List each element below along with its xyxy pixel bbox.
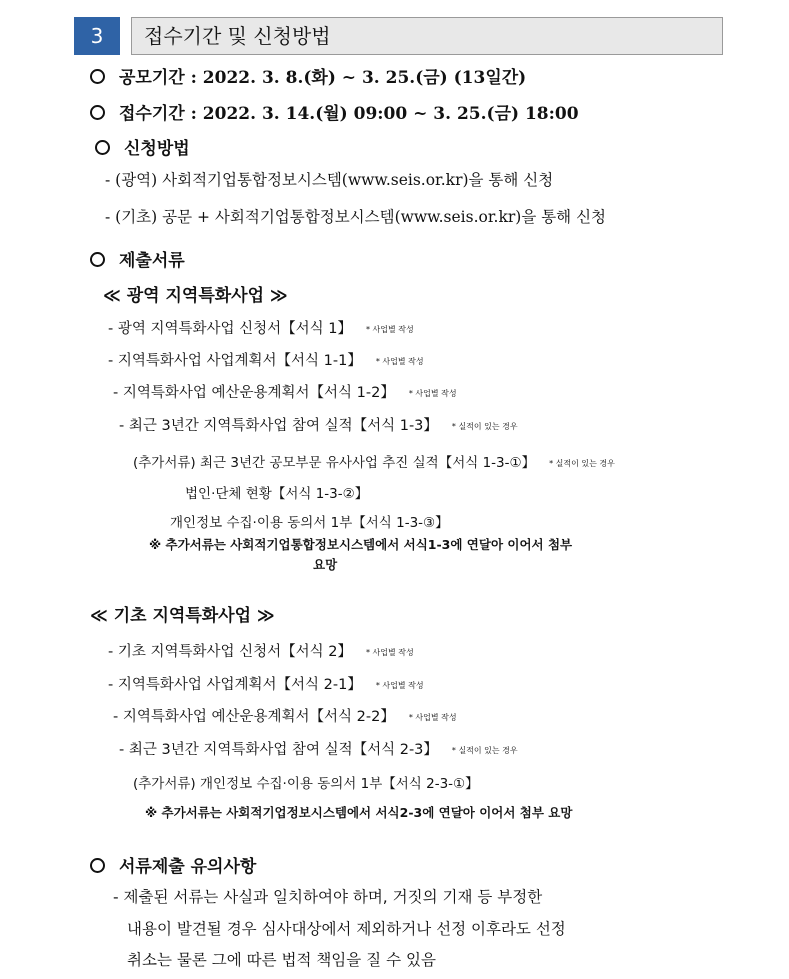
basic-doc-note: * 실적이 있는 경우 <box>451 745 518 755</box>
regional-heading: ≪ 광역 지역특화사업 ≫ <box>103 286 288 306</box>
basic-doc-note: * 사업별 작성 <box>365 647 414 657</box>
basic-doc-item <box>108 640 414 661</box>
basic-remark: ※ 추가서류는 사회적기업정보시스템에서 서식2-3에 연달아 이어서 첨부 요망 <box>145 805 573 820</box>
regional-remark-line1: ※ 추가서류는 사회적기업통합정보시스템에서 서식1-3에 연달아 이어서 첨부 <box>149 537 573 552</box>
caution-line-3: 취소는 물론 그에 따른 법적 책임을 질 수 있음 <box>127 951 436 969</box>
regional-doc-item <box>119 414 518 435</box>
regional-doc-note: * 사업별 작성 <box>408 388 457 398</box>
method-item-basic: - (기초) 공문 + 사회적기업통합정보시스템(www.seis.or.kr)을 통해 신청 <box>105 208 607 226</box>
circle-bullet-icon <box>90 858 105 873</box>
notice-period-text: 공모기간 : 2022. 3. 8.(화) ~ 3. 25.(금) (13일간) <box>119 68 527 88</box>
regional-remark-line2: 요망 <box>313 557 338 572</box>
basic-doc-note: * 사업별 작성 <box>408 712 457 722</box>
circle-bullet-icon <box>90 69 105 84</box>
regional-doc-item <box>108 317 414 338</box>
regional-doc-text: - 광역 지역특화사업 신청서【서식 1】 <box>108 321 352 337</box>
regional-doc-item <box>108 349 424 370</box>
basic-doc-text: - 지역특화사업 사업계획서【서식 2-1】 <box>108 677 362 693</box>
regional-doc-note: * 사업별 작성 <box>375 356 424 366</box>
regional-extra-doc <box>133 451 615 471</box>
method-heading-row <box>95 134 190 159</box>
regional-extra-doc-3: 개인정보 수집·이용 동의서 1부【서식 1-3-③】 <box>170 515 449 531</box>
basic-doc-text: - 최근 3년간 지역특화사업 참여 실적【서식 2-3】 <box>119 742 438 758</box>
method-heading: 신청방법 <box>124 139 190 159</box>
receipt-period-text: 접수기간 : 2022. 3. 14.(월) 09:00 ~ 3. 25.(금) 18:00 <box>119 104 579 124</box>
regional-extra-doc-2: 법인·단체 현황【서식 1-3-②】 <box>185 486 369 502</box>
method-item-regional: - (광역) 사회적기업통합정보시스템(www.seis.or.kr)을 통해 신청 <box>105 171 554 189</box>
section-number-badge: 3 <box>74 17 120 55</box>
receipt-period-row <box>90 99 579 124</box>
regional-doc-item <box>113 381 457 402</box>
notice-period-row <box>90 63 526 88</box>
caution-line-2: 내용이 발견될 경우 심사대상에서 제외하거나 선정 이후라도 선정 <box>127 920 566 938</box>
basic-doc-item <box>113 705 457 726</box>
basic-doc-note: * 사업별 작성 <box>375 680 424 690</box>
basic-doc-item <box>108 673 424 694</box>
caution-heading: 서류제출 유의사항 <box>119 857 257 877</box>
regional-doc-text: - 최근 3년간 지역특화사업 참여 실적【서식 1-3】 <box>119 418 438 434</box>
circle-bullet-icon <box>90 252 105 267</box>
caution-heading-row <box>90 852 256 877</box>
regional-doc-text: - 지역특화사업 사업계획서【서식 1-1】 <box>108 353 362 369</box>
regional-doc-note: * 실적이 있는 경우 <box>451 421 518 431</box>
regional-extra-text: (추가서류) 최근 3년간 공모부문 유사사업 추진 실적【서식 1-3-①】 <box>133 455 536 471</box>
documents-heading-row <box>90 246 185 271</box>
caution-line-1: - 제출된 서류는 사실과 일치하여야 하며, 거짓의 기재 등 부정한 <box>113 888 543 906</box>
basic-doc-item <box>119 738 518 759</box>
circle-bullet-icon <box>95 140 110 155</box>
section-title: 접수기간 및 신청방법 <box>131 17 723 55</box>
regional-extra-note: * 실적이 있는 경우 <box>549 458 615 468</box>
circle-bullet-icon <box>90 105 105 120</box>
basic-doc-text: - 기초 지역특화사업 신청서【서식 2】 <box>108 644 352 660</box>
documents-heading: 제출서류 <box>119 251 185 271</box>
basic-doc-text: - 지역특화사업 예산운용계획서【서식 2-2】 <box>113 709 395 725</box>
basic-heading: ≪ 기초 지역특화사업 ≫ <box>90 606 275 626</box>
basic-extra-doc: (추가서류) 개인정보 수집·이용 동의서 1부【서식 2-3-①】 <box>133 776 479 792</box>
regional-doc-note: * 사업별 작성 <box>365 324 414 334</box>
regional-doc-text: - 지역특화사업 예산운용계획서【서식 1-2】 <box>113 385 395 401</box>
